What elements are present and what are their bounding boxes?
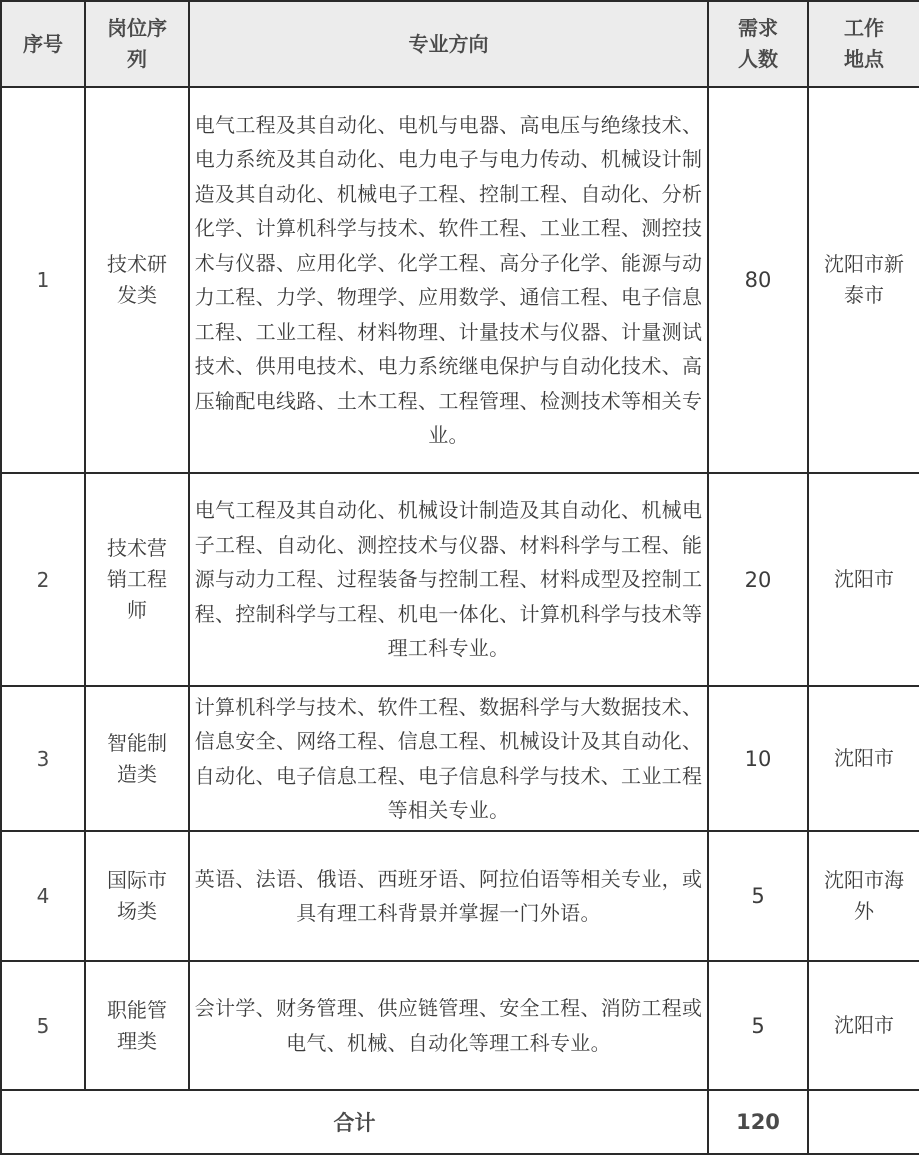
- header-count: 需求人数: [708, 1, 808, 87]
- row-index: 1: [1, 87, 85, 473]
- total-location-empty: [808, 1090, 919, 1154]
- row-index: 3: [1, 686, 85, 831]
- header-major: 专业方向: [189, 1, 708, 87]
- header-location: 工作地点: [808, 1, 919, 87]
- table-row: [1, 473, 919, 686]
- row-category: 技术研发类: [85, 87, 189, 473]
- table-row: [1, 961, 919, 1090]
- row-major: 电气工程及其自动化、机械设计制造及其自动化、机械电子工程、自动化、测控技术与仪器、材料科学与工程、能源与动力工程、过程装备与控制工程、材料成型及控制工程、控制科学与工程、机电一体化、计算机科学与技术等理工科专业。: [189, 473, 708, 686]
- row-category: 技术营销工程师: [85, 473, 189, 686]
- row-location: 沈阳市海外: [808, 831, 919, 961]
- row-major: 会计学、财务管理、供应链管理、安全工程、消防工程或电气、机械、自动化等理工科专业。: [189, 961, 708, 1090]
- row-index: 4: [1, 831, 85, 961]
- table-row: [1, 686, 919, 831]
- row-count: 10: [708, 686, 808, 831]
- header-index: 序号: [1, 1, 85, 87]
- row-major: 英语、法语、俄语、西班牙语、阿拉伯语等相关专业，或具有理工科背景并掌握一门外语。: [189, 831, 708, 961]
- total-count: 120: [708, 1090, 808, 1154]
- row-location: 沈阳市: [808, 473, 919, 686]
- total-label: 合计: [1, 1090, 708, 1154]
- row-location: 沈阳市新泰市: [808, 87, 919, 473]
- row-count: 20: [708, 473, 808, 686]
- row-index: 2: [1, 473, 85, 686]
- row-index: 5: [1, 961, 85, 1090]
- row-count: 80: [708, 87, 808, 473]
- row-location: 沈阳市: [808, 686, 919, 831]
- header-row: [1, 1, 919, 87]
- row-count: 5: [708, 831, 808, 961]
- row-category: 国际市场类: [85, 831, 189, 961]
- row-major: 电气工程及其自动化、电机与电器、高电压与绝缘技术、电力系统及其自动化、电力电子与电力传动、机械设计制造及其自动化、机械电子工程、控制工程、自动化、分析化学、计算机科学与技术、软件工程、工业工程、测控技术与仪器、应用化学、化学工程、高分子化学、能源与动力工程、力学、物理学、应用数学、通信工程、电子信息工程、工业工程、材料物理、计量技术与仪器、计量测试技术、供用电技术、电力系统继电保护与自动化技术、高压输配电线路、土木工程、工程管理、检测技术等相关专业。: [189, 87, 708, 473]
- row-major: 计算机科学与技术、软件工程、数据科学与大数据技术、信息安全、网络工程、信息工程、机械设计及其自动化、自动化、电子信息工程、电子信息科学与技术、工业工程等相关专业。: [189, 686, 708, 831]
- header-category: 岗位序列: [85, 1, 189, 87]
- row-count: 5: [708, 961, 808, 1090]
- table-row: [1, 87, 919, 473]
- row-category: 智能制造类: [85, 686, 189, 831]
- row-category: 职能管理类: [85, 961, 189, 1090]
- table-row: [1, 831, 919, 961]
- total-row: [1, 1090, 919, 1154]
- row-location: 沈阳市: [808, 961, 919, 1090]
